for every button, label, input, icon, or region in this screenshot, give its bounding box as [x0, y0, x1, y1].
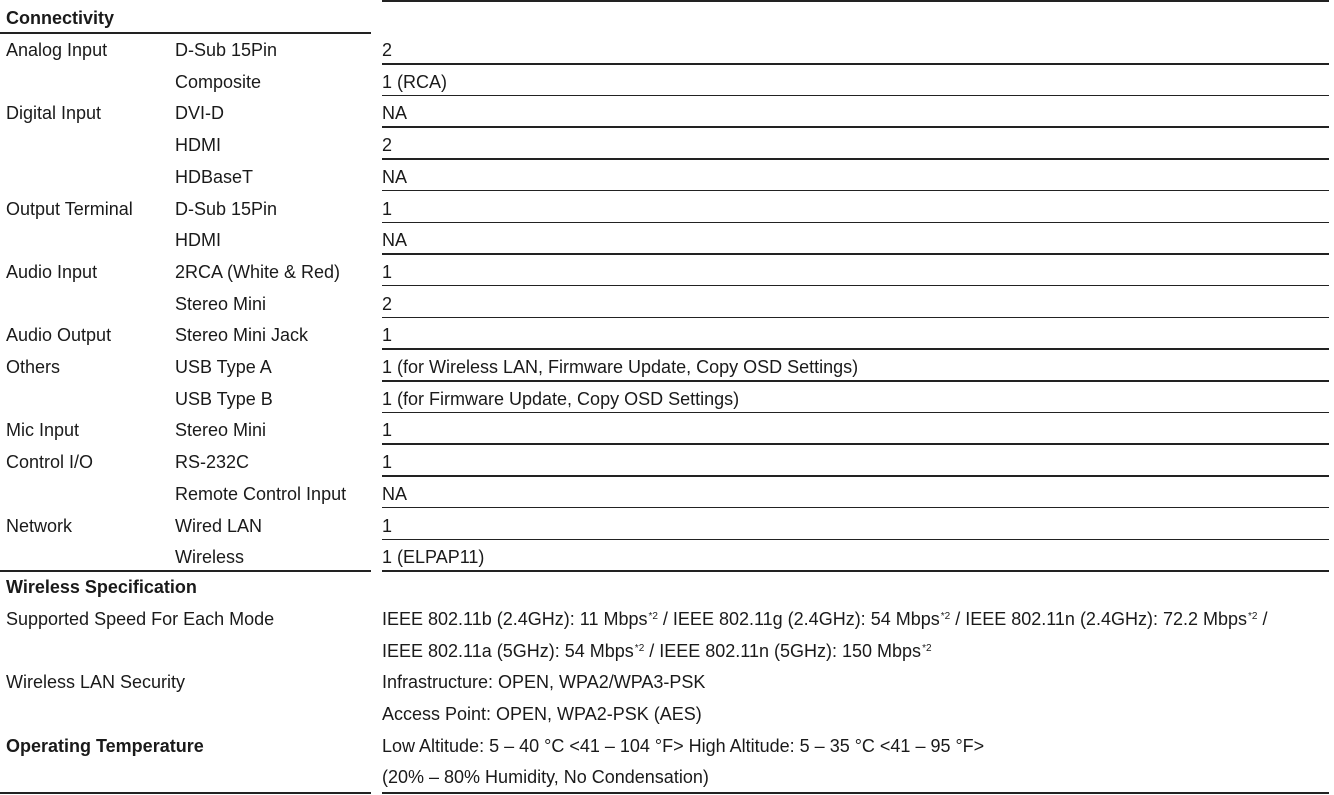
footnote-mark: *2: [1248, 611, 1258, 622]
spec-value-temperature-line2: (20% – 80% Humidity, No Condensation): [382, 767, 709, 787]
connectivity-row: [0, 66, 1334, 98]
connectivity-item: RS-232C: [175, 452, 250, 473]
connectivity-heading-row: [0, 2, 1334, 34]
wireless-speed-row: [0, 603, 1334, 635]
wireless-security-row-2: [0, 698, 1334, 730]
connectivity-row: [0, 414, 1334, 446]
connectivity-value: 1 (for Wireless LAN, Firmware Update, Copy OSD Settings): [382, 357, 859, 377]
divider: [382, 0, 1329, 2]
connectivity-value: 2: [382, 293, 393, 314]
connectivity-item: Wired LAN: [175, 515, 263, 536]
connectivity-row: [0, 541, 1334, 573]
connectivity-row: [0, 129, 1334, 161]
connectivity-row: [0, 383, 1334, 415]
connectivity-value: NA: [382, 230, 408, 251]
connectivity-value: NA: [382, 166, 408, 187]
speed-g: / IEEE 802.11g (2.4GHz): 54 Mbps: [657, 609, 940, 629]
row-divider: [382, 253, 1329, 255]
spec-value-speed-line2: [382, 635, 932, 667]
connectivity-row: [0, 510, 1334, 542]
row-divider: [382, 539, 1329, 541]
spec-value-security-line1: Infrastructure: OPEN, WPA2/WPA3-PSK: [382, 672, 706, 692]
temperature-row-2: [0, 761, 1334, 793]
connectivity-item: Wireless: [175, 547, 245, 568]
connectivity-value: 1: [382, 261, 393, 282]
connectivity-item: Stereo Mini: [175, 420, 267, 441]
row-divider: [382, 126, 1329, 128]
connectivity-row: [0, 351, 1334, 383]
connectivity-group: Audio Input: [6, 261, 98, 282]
footnote-mark: *2: [648, 611, 658, 622]
section-heading-connectivity: Connectivity: [6, 8, 115, 28]
connectivity-item: Stereo Mini Jack: [175, 325, 309, 346]
connectivity-group: Digital Input: [6, 103, 102, 124]
row-divider: [382, 95, 1329, 97]
speed-separator: /: [1257, 609, 1268, 629]
connectivity-row: [0, 319, 1334, 351]
connectivity-group: Output Terminal: [6, 198, 133, 219]
connectivity-group: Audio Output: [6, 325, 112, 346]
speed-n5: / IEEE 802.11n (5GHz): 150 Mbps: [644, 641, 922, 661]
row-divider: [382, 443, 1329, 445]
temperature-row: [0, 730, 1334, 762]
row-divider: [382, 285, 1329, 287]
connectivity-item: Stereo Mini: [175, 293, 267, 314]
connectivity-row: [0, 446, 1334, 478]
connectivity-value: 2: [382, 135, 393, 156]
connectivity-row: [0, 288, 1334, 320]
connectivity-item: USB Type A: [175, 357, 272, 377]
connectivity-item: DVI-D: [175, 103, 224, 124]
connectivity-value: 2: [382, 40, 393, 60]
connectivity-value: NA: [382, 483, 408, 504]
connectivity-row: [0, 256, 1334, 288]
connectivity-group: Mic Input: [6, 420, 80, 441]
connectivity-item: Remote Control Input: [175, 483, 347, 504]
connectivity-value: 1: [382, 420, 393, 441]
connectivity-value: 1: [382, 325, 393, 346]
spec-value-temperature-line1: Low Altitude: 5 – 40 °C <41 – 104 °F> High Altitude: 5 – 35 °C <41 – 95 °F>: [382, 736, 985, 756]
spec-value-speed-line1: [382, 603, 1267, 635]
connectivity-row: [0, 97, 1334, 129]
row-divider: [382, 475, 1329, 477]
section-heading-temperature: Operating Temperature: [6, 736, 204, 756]
connectivity-group: Network: [6, 515, 73, 536]
row-divider: [382, 507, 1329, 509]
connectivity-item: D-Sub 15Pin: [175, 198, 278, 219]
connectivity-row: [0, 224, 1334, 256]
connectivity-value: 1: [382, 515, 393, 536]
spec-label-speed: Supported Speed For Each Mode: [6, 609, 275, 629]
speed-n24: / IEEE 802.11n (2.4GHz): 72.2 Mbps: [950, 609, 1248, 629]
connectivity-value: 1: [382, 198, 393, 219]
spec-label-security: Wireless LAN Security: [6, 672, 186, 692]
connectivity-item: Composite: [175, 71, 262, 92]
connectivity-row: [0, 478, 1334, 510]
row-divider: [382, 222, 1329, 224]
connectivity-value: 1 (for Firmware Update, Copy OSD Settings): [382, 388, 740, 409]
spec-value-security-line2: Access Point: OPEN, WPA2-PSK (AES): [382, 704, 702, 724]
wireless-speed-row-2: [0, 635, 1334, 667]
connectivity-row: [0, 193, 1334, 225]
divider: [382, 792, 1329, 794]
connectivity-value: NA: [382, 103, 408, 124]
connectivity-value: 1 (RCA): [382, 71, 448, 92]
connectivity-item: HDMI: [175, 230, 221, 251]
wireless-security-row: [0, 666, 1334, 698]
connectivity-group: Control I/O: [6, 452, 94, 473]
connectivity-item: USB Type B: [175, 388, 273, 409]
row-divider: [382, 317, 1329, 319]
connectivity-item: D-Sub 15Pin: [175, 40, 278, 60]
footnote-mark: *2: [922, 643, 932, 654]
wireless-heading-row: [0, 571, 1334, 603]
connectivity-group: Analog Input: [6, 40, 108, 60]
row-divider: [382, 412, 1329, 414]
footnote-mark: *2: [634, 643, 645, 654]
row-divider: [382, 348, 1329, 350]
row-divider: [382, 380, 1329, 382]
connectivity-item: 2RCA (White & Red): [175, 261, 341, 282]
connectivity-item: HDBaseT: [175, 166, 254, 187]
speed-a: IEEE 802.11a (5GHz): 54 Mbps: [382, 641, 634, 661]
row-divider: [382, 63, 1329, 65]
connectivity-row: [0, 34, 1334, 66]
footnote-mark: *2: [940, 611, 951, 622]
connectivity-value: 1: [382, 452, 393, 473]
connectivity-item: HDMI: [175, 135, 221, 156]
connectivity-group: Others: [6, 357, 61, 377]
row-divider: [382, 190, 1329, 192]
connectivity-row: [0, 161, 1334, 193]
connectivity-value: 1 (ELPAP11): [382, 547, 485, 568]
section-heading-wireless: Wireless Specification: [6, 577, 197, 597]
divider: [0, 792, 371, 794]
row-divider: [382, 158, 1329, 160]
speed-b: IEEE 802.11b (2.4GHz): 11 Mbps: [382, 609, 648, 629]
